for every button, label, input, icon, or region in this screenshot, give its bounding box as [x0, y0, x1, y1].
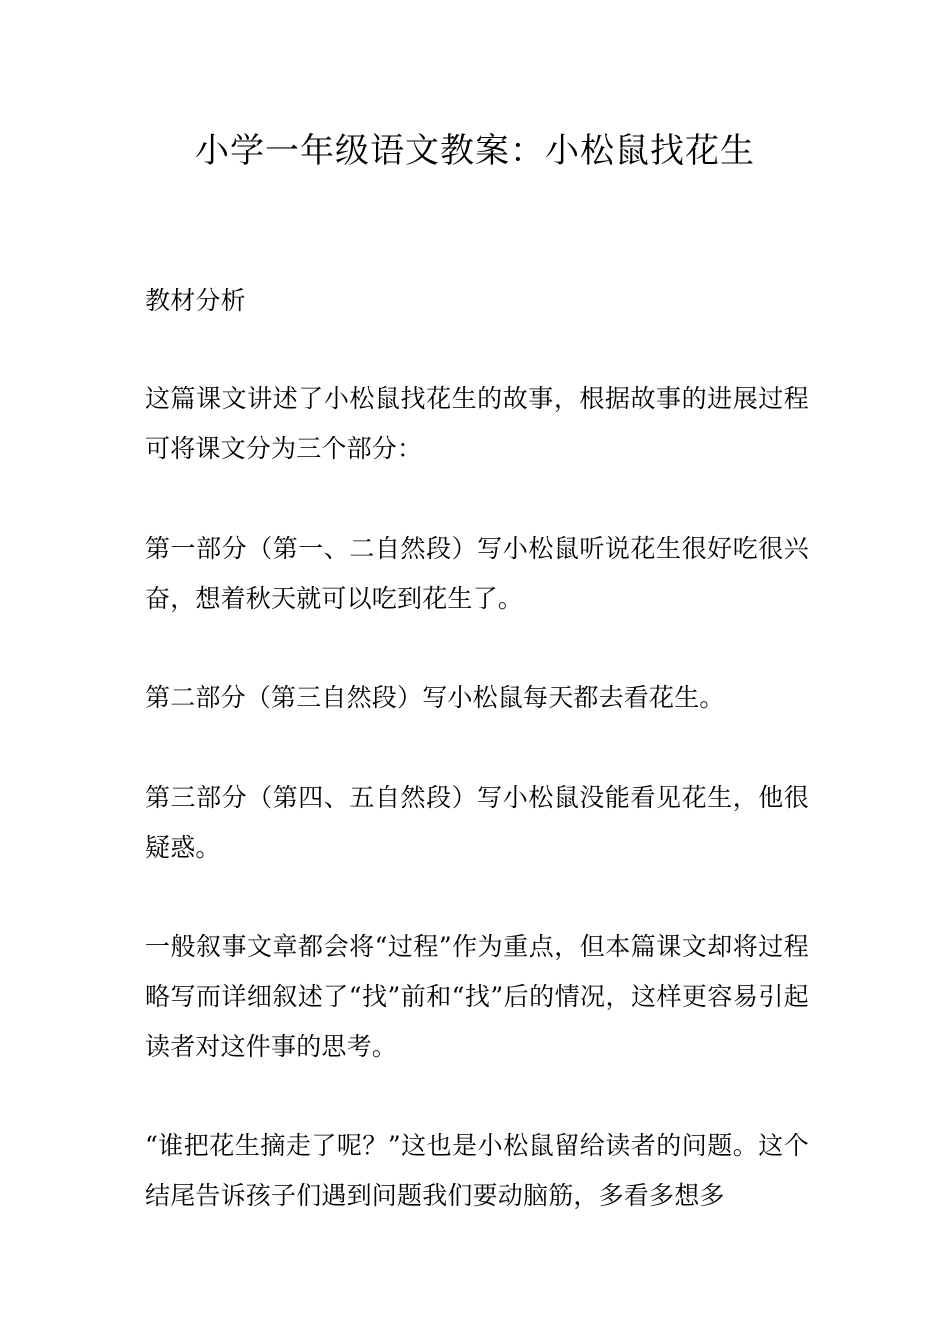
paragraph-5: 一般叙事文章都会将“过程”作为重点，但本篇课文却将过程略写而详细叙述了“找”前和“找”后的情况，这样更容易引起读者对这件事的思考。: [145, 932, 809, 1061]
paragraph-1: 这篇课文讲述了小松鼠找花生的故事，根据故事的进展过程可将课文分为三个部分：: [145, 384, 809, 463]
paragraph-6: “谁把花生摘走了呢？”这也是小松鼠留给读者的问题。这个结尾告诉孩子们遇到问题我们要动脑筋，多看多想多: [145, 1131, 809, 1210]
page-title: 小学一年级语文教案：小松鼠找花生: [195, 131, 755, 171]
paragraph-3: 第二部分（第三自然段）写小松鼠每天都去看花生。: [145, 683, 725, 712]
paragraph-4: 第三部分（第四、五自然段）写小松鼠没能看见花生，他很疑惑。: [145, 783, 809, 862]
paragraph-2: 第一部分（第一、二自然段）写小松鼠听说花生很好吃很兴奋，想着秋天就可以吃到花生了。: [145, 534, 809, 613]
section-heading: 教材分析: [145, 286, 246, 315]
